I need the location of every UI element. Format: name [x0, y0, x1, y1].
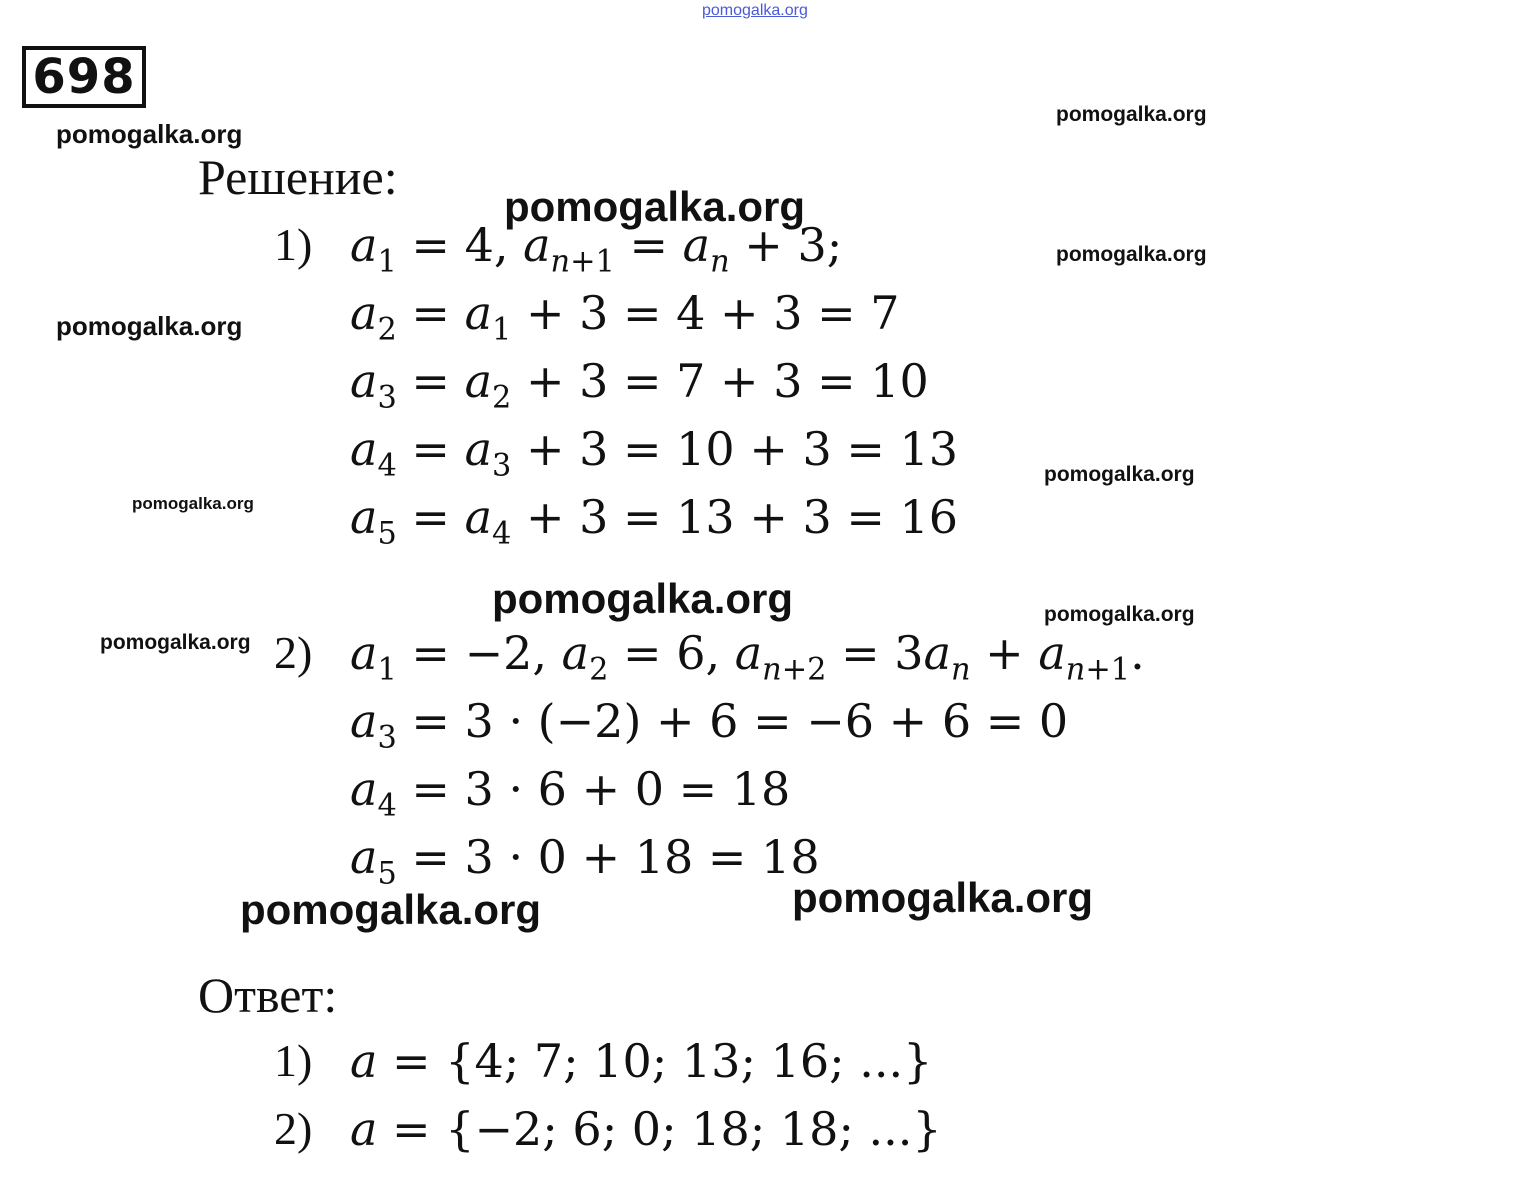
watermark: pomogalka.org: [132, 494, 254, 513]
answer-set: a = {−2; 6; 0; 18; 18; ...}: [350, 1102, 942, 1156]
part1-step: $a_4 = a_3 + 3 = 10 + 3 = 13$: [350, 422, 959, 484]
part1-tail: + 3;: [729, 218, 843, 272]
watermark-top[interactable]: pomogalka.org: [702, 2, 808, 19]
watermark: pomogalka.org: [1044, 603, 1195, 626]
part2-number: 2): [274, 627, 313, 678]
answer-heading: Ответ:: [198, 967, 338, 1023]
watermark: pomogalka.org: [792, 874, 1094, 921]
part2-step: $a_4 = 3 \cdot 6 + 0 = 18$: [350, 762, 791, 824]
watermark: pomogalka.org: [1056, 103, 1207, 126]
solution-heading: Решение:: [198, 149, 398, 205]
problem-number: 698: [22, 46, 146, 108]
part2-step: $a_5 = 3 \cdot 0 + 18 = 18$: [350, 830, 820, 892]
part2-given: $a_1 = -2$, $a_2 = 6$, $a_{n+2} = 3a_n + a_{n+1}$.: [350, 626, 1145, 688]
watermark: pomogalka.org: [1044, 463, 1195, 486]
part1-given: $a_1 = 4$, $a_{n+1} = a_n + 3$;: [350, 218, 843, 280]
part1-step: $a_3 = a_2 + 3 = 7 + 3 = 10$: [350, 354, 929, 416]
part1-step: $a_2 = a_1 + 3 = 4 + 3 = 7$: [350, 286, 900, 348]
watermark: pomogalka.org: [1056, 243, 1207, 266]
part1-step: $a_5 = a_4 + 3 = 13 + 3 = 16$: [350, 490, 959, 552]
watermark: pomogalka.org: [56, 311, 243, 341]
part1-number: 1): [274, 219, 313, 270]
watermark: pomogalka.org: [492, 575, 794, 622]
watermark: pomogalka.org: [100, 631, 251, 654]
watermark: pomogalka.org: [240, 886, 542, 933]
part2-step: $a_3 = 3 \cdot (-2) + 6 = -6 + 6 = 0$: [350, 694, 1069, 756]
part1-a1: 4: [464, 218, 494, 272]
answer-number: 1): [274, 1035, 313, 1086]
watermark: pomogalka.org: [504, 183, 806, 230]
answer-number: 2): [274, 1103, 313, 1154]
answer-set: a = {4; 7; 10; 13; 16; ...}: [350, 1034, 933, 1088]
watermark: pomogalka.org: [56, 119, 243, 149]
